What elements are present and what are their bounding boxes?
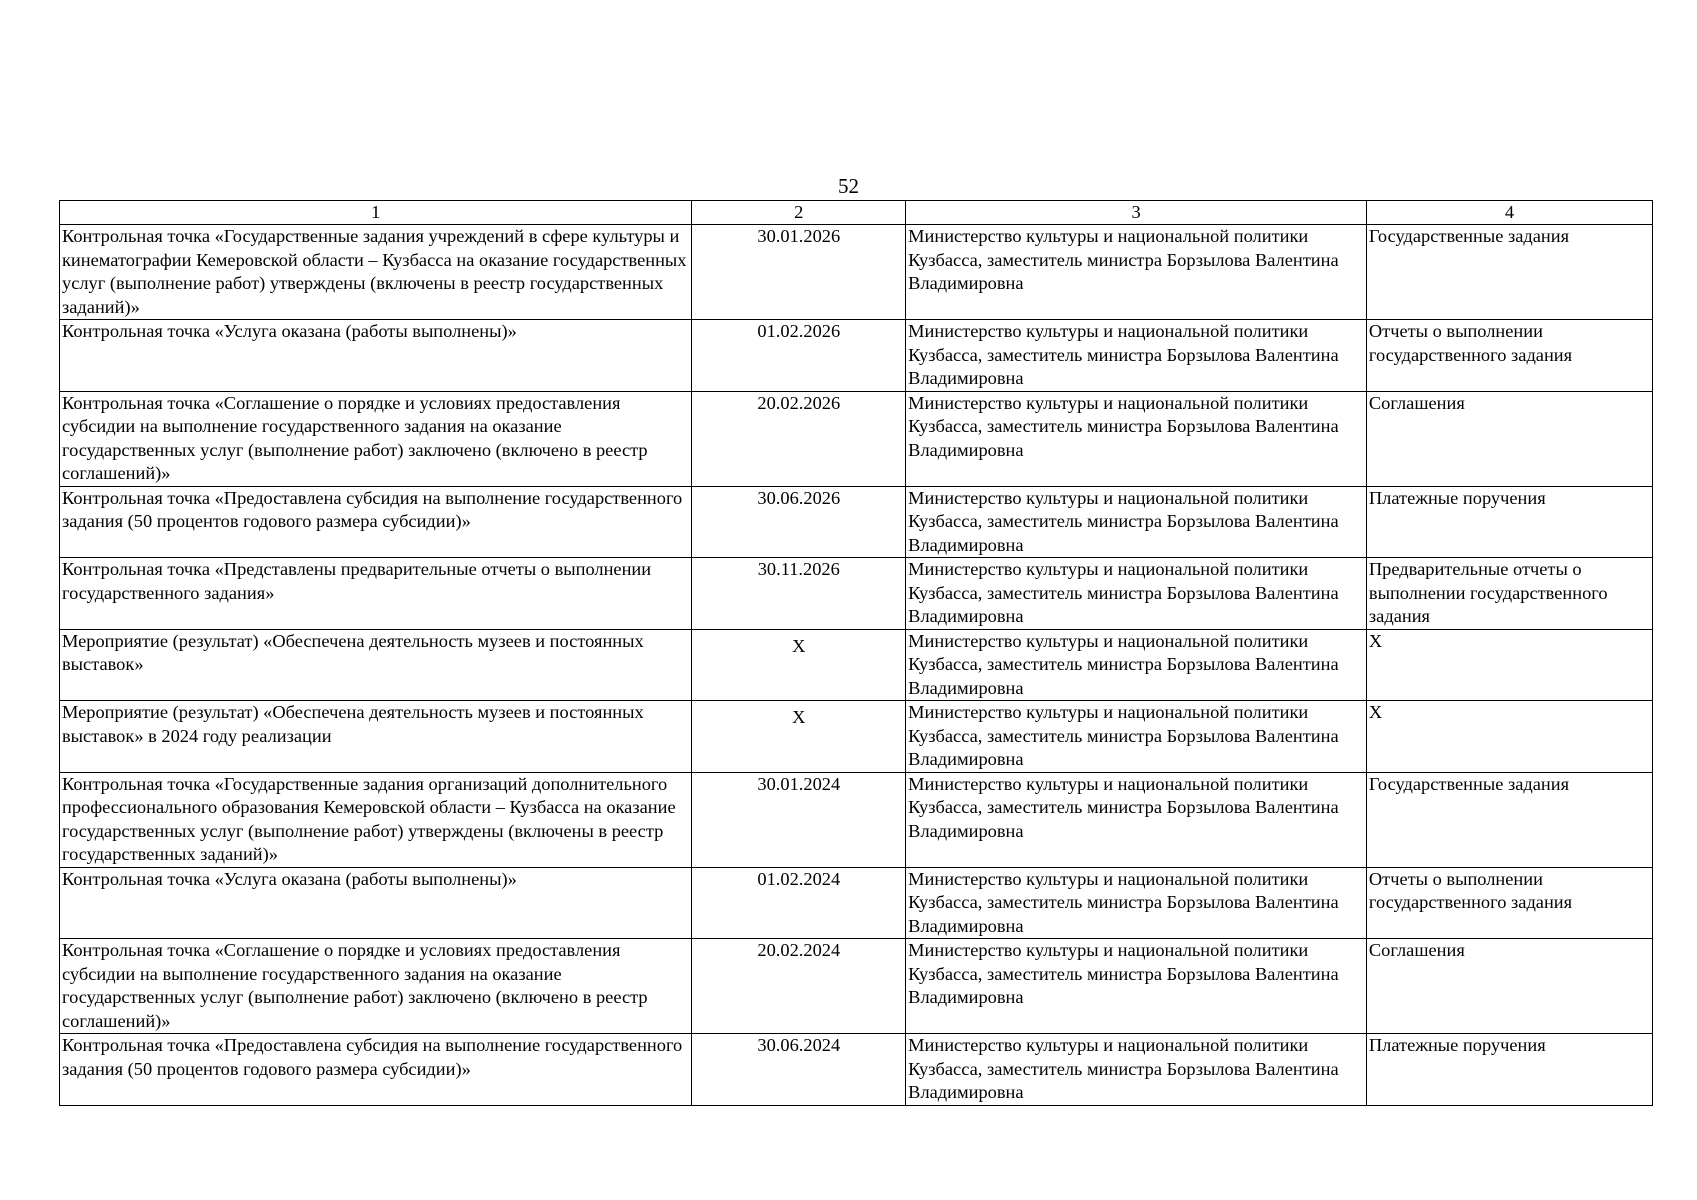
cell-responsible-executor: Министерство культуры и национальной политики Кузбасса, заместитель министра Борзылова Валентина Владимировна: [906, 391, 1367, 486]
table-row: [60, 486, 1653, 558]
cell-confirming-document: Платежные поручения: [1366, 1034, 1652, 1106]
cell-deadline-date: 20.02.2024: [692, 939, 906, 1034]
cell-responsible-executor: Министерство культуры и национальной политики Кузбасса, заместитель министра Борзылова Валентина Владимировна: [906, 486, 1367, 558]
cell-confirming-document: X: [1366, 629, 1652, 701]
cell-confirming-document: Отчеты о выполнении государственного задания: [1366, 320, 1652, 392]
cell-responsible-executor: Министерство культуры и национальной политики Кузбасса, заместитель министра Борзылова Валентина Владимировна: [906, 939, 1367, 1034]
table-row: [60, 772, 1653, 867]
table-row: [60, 225, 1653, 320]
cell-deadline-date: 30.01.2024: [692, 772, 906, 867]
table-header-row: [60, 201, 1653, 225]
table-row: [60, 1034, 1653, 1106]
control-points-table: [59, 200, 1653, 1106]
table-row: [60, 629, 1653, 701]
table-row: [60, 320, 1653, 392]
cell-responsible-executor: Министерство культуры и национальной политики Кузбасса, заместитель министра Борзылова Валентина Владимировна: [906, 558, 1367, 630]
cell-control-point-name: Контрольная точка «Услуга оказана (работы выполнены)»: [60, 867, 692, 939]
column-header-3: 3: [906, 201, 1367, 225]
cell-confirming-document: Государственные задания: [1366, 225, 1652, 320]
table-row: [60, 558, 1653, 630]
cell-responsible-executor: Министерство культуры и национальной политики Кузбасса, заместитель министра Борзылова Валентина Владимировна: [906, 629, 1367, 701]
cell-responsible-executor: Министерство культуры и национальной политики Кузбасса, заместитель министра Борзылова Валентина Владимировна: [906, 1034, 1367, 1106]
cell-responsible-executor: Министерство культуры и национальной политики Кузбасса, заместитель министра Борзылова Валентина Владимировна: [906, 867, 1367, 939]
cell-control-point-name: Контрольная точка «Представлены предварительные отчеты о выполнении государственного задания»: [60, 558, 692, 630]
cell-control-point-name: Контрольная точка «Предоставлена субсидия на выполнение государственного задания (50 процентов годового размера субсидии)»: [60, 486, 692, 558]
cell-responsible-executor: Министерство культуры и национальной политики Кузбасса, заместитель министра Борзылова Валентина Владимировна: [906, 320, 1367, 392]
table-row: [60, 867, 1653, 939]
cell-control-point-name: Контрольная точка «Соглашение о порядке и условиях предоставления субсидии на выполнение государственного задания на оказание государственных услуг (выполнение работ) заключено (включено в реестр соглашений)»: [60, 391, 692, 486]
cell-confirming-document: Соглашения: [1366, 391, 1652, 486]
cell-confirming-document: Соглашения: [1366, 939, 1652, 1034]
cell-responsible-executor: Министерство культуры и национальной политики Кузбасса, заместитель министра Борзылова Валентина Владимировна: [906, 225, 1367, 320]
table-row: [60, 939, 1653, 1034]
cell-deadline-date: 30.06.2026: [692, 486, 906, 558]
table-body: [60, 201, 1653, 1106]
cell-confirming-document: X: [1366, 701, 1652, 773]
cell-confirming-document: Государственные задания: [1366, 772, 1652, 867]
cell-responsible-executor: Министерство культуры и национальной политики Кузбасса, заместитель министра Борзылова Валентина Владимировна: [906, 701, 1367, 773]
cell-deadline-date: 01.02.2026: [692, 320, 906, 392]
cell-deadline-date: 30.06.2024: [692, 1034, 906, 1106]
cell-control-point-name: Мероприятие (результат) «Обеспечена деятельность музеев и постоянных выставок» в 2024 году реализации: [60, 701, 692, 773]
cell-confirming-document: Платежные поручения: [1366, 486, 1652, 558]
cell-control-point-name: Контрольная точка «Государственные задания организаций дополнительного профессионального образования Кемеровской области – Кузбасса на оказание государственных услуг (выполнение работ) утверждены (включены в реестр государственных заданий)»: [60, 772, 692, 867]
cell-control-point-name: Контрольная точка «Государственные задания учреждений в сфере культуры и кинематографии Кемеровской области – Кузбасса на оказание государственных услуг (выполнение работ) утверждены (включены в реестр государственных заданий)»: [60, 225, 692, 320]
cell-control-point-name: Мероприятие (результат) «Обеспечена деятельность музеев и постоянных выставок»: [60, 629, 692, 701]
cell-responsible-executor: Министерство культуры и национальной политики Кузбасса, заместитель министра Борзылова Валентина Владимировна: [906, 772, 1367, 867]
column-header-2: 2: [692, 201, 906, 225]
page-number: 52: [838, 174, 859, 198]
cell-deadline-date: 20.02.2026: [692, 391, 906, 486]
cell-deadline-date: 30.01.2026: [692, 225, 906, 320]
cell-control-point-name: Контрольная точка «Предоставлена субсидия на выполнение государственного задания (50 процентов годового размера субсидии)»: [60, 1034, 692, 1106]
cell-deadline-date: 30.11.2026: [692, 558, 906, 630]
cell-confirming-document: Отчеты о выполнении государственного задания: [1366, 867, 1652, 939]
cell-confirming-document: Предварительные отчеты о выполнении государственного задания: [1366, 558, 1652, 630]
table-row: [60, 701, 1653, 773]
table-row: [60, 391, 1653, 486]
cell-deadline-date: X: [692, 701, 906, 773]
cell-control-point-name: Контрольная точка «Услуга оказана (работы выполнены)»: [60, 320, 692, 392]
cell-control-point-name: Контрольная точка «Соглашение о порядке и условиях предоставления субсидии на выполнение государственного задания на оказание государственных услуг (выполнение работ) заключено (включено в реестр соглашений)»: [60, 939, 692, 1034]
cell-deadline-date: 01.02.2024: [692, 867, 906, 939]
column-header-4: 4: [1366, 201, 1652, 225]
cell-deadline-date: X: [692, 629, 906, 701]
column-header-1: 1: [60, 201, 692, 225]
